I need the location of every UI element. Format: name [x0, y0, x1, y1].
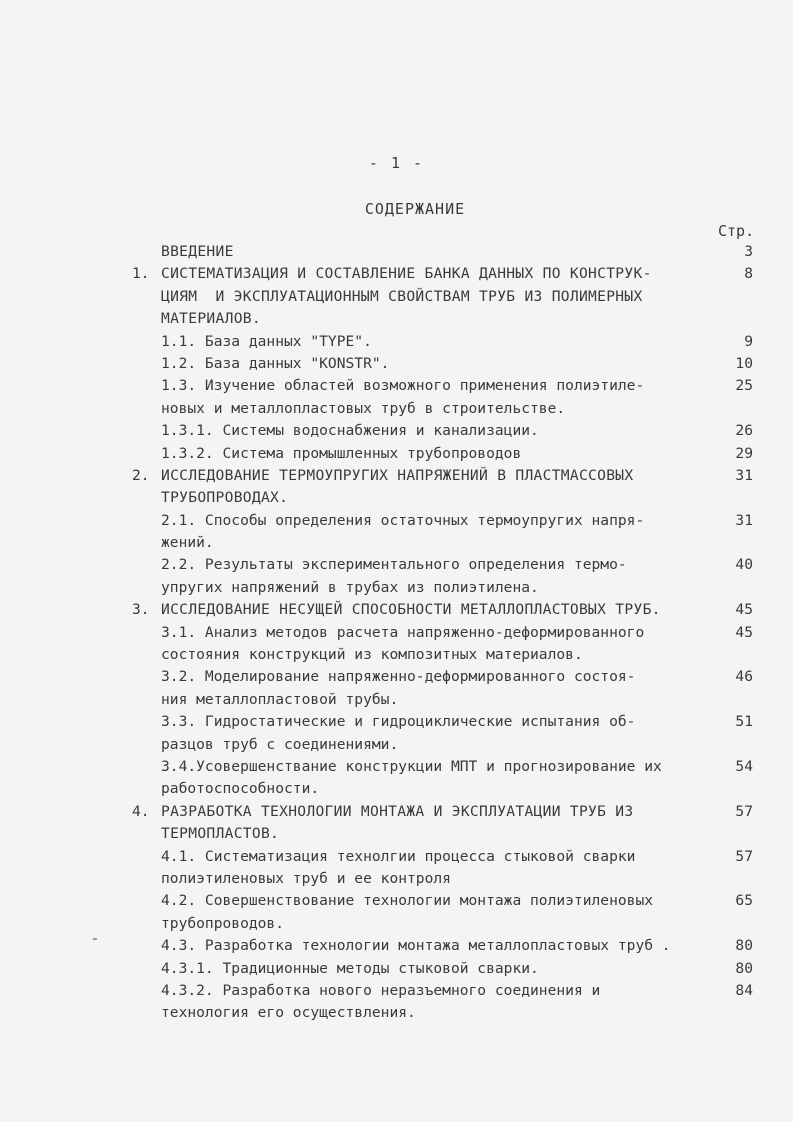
toc-entry — [0, 780, 793, 802]
toc-entry — [0, 803, 793, 825]
toc-entry — [0, 982, 793, 1004]
toc-entry-text: СИСТЕМАТИЗАЦИЯ И СОСТАВЛЕНИЕ БАНКА ДАННЫХ ПО КОНСТРУК- — [161, 265, 652, 283]
toc-entry-page: 29 — [735, 444, 753, 462]
toc-entry — [0, 758, 793, 780]
toc-entry-text: 4.3. Разработка технологии монтажа металлопластовых труб . — [161, 937, 671, 955]
toc-entry — [0, 646, 793, 668]
toc-entry — [0, 960, 793, 982]
toc-entry — [0, 489, 793, 511]
toc-entry-text: 2.2. Результаты экспериментального определения термо- — [161, 556, 627, 574]
toc-entry — [0, 848, 793, 870]
scan-mark — [93, 938, 97, 940]
toc-entry — [0, 1004, 793, 1026]
toc-entry-page: 40 — [735, 556, 753, 574]
toc-entry-number: 2. — [132, 466, 150, 484]
toc-entry-page: 10 — [735, 354, 753, 372]
toc-entry-text: 3.1. Анализ методов расчета напряженно-деформированного — [161, 623, 645, 641]
toc-entry-text: состояния конструкций из композитных материалов. — [161, 646, 583, 664]
toc-entry-text: трубопроводов. — [161, 914, 285, 932]
toc-entry-page: 65 — [735, 892, 753, 910]
toc-entry — [0, 713, 793, 735]
toc-entry — [0, 467, 793, 489]
toc-entry-number: 1. — [132, 265, 150, 283]
toc-entry — [0, 288, 793, 310]
toc-entry — [0, 333, 793, 355]
toc-entry — [0, 624, 793, 646]
toc-entry — [0, 691, 793, 713]
toc-entry-text: 1.2. База данных "KONSTR". — [161, 354, 390, 372]
toc-entry-text: 1.1. База данных "TYPE". — [161, 332, 372, 350]
toc-entry-text: 4.2. Совершенствование технологии монтажа полиэтиленовых — [161, 892, 654, 910]
toc-entry-text: работоспособности. — [161, 780, 320, 798]
toc-entry — [0, 243, 793, 265]
toc-entry-text: 3.2. Моделирование напряженно-деформированного состоя- — [161, 668, 636, 686]
toc-entry — [0, 915, 793, 937]
toc-entry-number: 3. — [132, 601, 150, 619]
toc-entry-page: 25 — [735, 377, 753, 395]
toc-entry-text: ИССЛЕДОВАНИЕ НЕСУЩЕЙ СПОСОБНОСТИ МЕТАЛЛОПЛАСТОВЫХ ТРУБ. — [161, 601, 661, 619]
toc-entry-text: 4.3.2. Разработка нового неразъемного соединения и — [161, 981, 601, 999]
toc-entry — [0, 736, 793, 758]
toc-entry-text: упругих напряжений в трубах из полиэтилена. — [161, 578, 539, 596]
toc-entry — [0, 825, 793, 847]
toc-entry — [0, 870, 793, 892]
toc-entry-text: 1.3.2. Система промышленных трубопроводов — [161, 444, 522, 462]
toc-entry-page: 57 — [735, 802, 753, 820]
toc-entry — [0, 579, 793, 601]
toc-entry-text: 4.3.1. Традиционные методы стыковой сварки. — [161, 959, 539, 977]
toc-entry-text: РАЗРАБОТКА ТЕХНОЛОГИИ МОНТАЖА И ЭКСПЛУАТАЦИИ ТРУБ ИЗ — [161, 802, 634, 820]
toc-entry-page: 45 — [735, 601, 753, 619]
page-number: - 1 - — [368, 154, 425, 172]
toc-entry-page: 84 — [735, 981, 753, 999]
toc-entry-page: 31 — [735, 511, 753, 529]
toc-entry — [0, 892, 793, 914]
toc-entry-text: ЦИЯМ И ЭКСПЛУАТАЦИОННЫМ СВОЙСТВАМ ТРУБ ИЗ ПОЛИМЕРНЫХ — [161, 287, 643, 305]
toc-entry-text: 2.1. Способы определения остаточных термоупругих напря- — [161, 511, 645, 529]
toc-entry-page: 9 — [744, 332, 753, 350]
toc-entry-page: 26 — [735, 422, 753, 440]
toc-entry — [0, 355, 793, 377]
toc-entry-text: полиэтиленовых труб и ее контроля — [161, 869, 451, 887]
toc-entry-page: 57 — [735, 847, 753, 865]
toc-entry-text: ТРУБОПРОВОДАХ. — [161, 489, 289, 507]
page-column-label: Стр. — [718, 222, 755, 240]
toc-entry — [0, 377, 793, 399]
toc-entry-page: 51 — [735, 713, 753, 731]
toc-entry-text: 1.3. Изучение областей возможного применения полиэтиле- — [161, 377, 645, 395]
toc-entry-text: технология его осуществления. — [161, 1004, 416, 1022]
toc-entry-page: 80 — [735, 959, 753, 977]
toc-entry-text: 4.1. Систематизация технолгии процесса стыковой сварки — [161, 847, 636, 865]
toc-title: СОДЕРЖАНИЕ — [364, 200, 466, 218]
toc-entry-text: ТЕРМОПЛАСТОВ. — [161, 825, 280, 843]
toc-entry-text: ВВЕДЕНИЕ — [161, 243, 234, 260]
toc-entry-text: 3.3. Гидростатические и гидроциклические испытания об- — [161, 713, 636, 731]
toc-entry — [0, 310, 793, 332]
toc-entry — [0, 937, 793, 959]
toc-entry-page: 54 — [735, 757, 753, 775]
toc-entry-number: 4. — [132, 802, 150, 820]
toc-entry-text: жений. — [161, 534, 214, 552]
toc-entry — [0, 556, 793, 578]
toc-entry-page: 46 — [735, 668, 753, 686]
toc-entry — [0, 534, 793, 556]
toc-entry — [0, 445, 793, 467]
toc-entry-text: разцов труб с соединениями. — [161, 735, 399, 753]
toc-entry-text: новых и металлопластовых труб в строительстве. — [161, 399, 566, 417]
toc-entry-text: ния металлопластовой трубы. — [161, 690, 399, 708]
toc-entry-text: 1.3.1. Системы водоснабжения и канализации. — [161, 422, 539, 440]
table-of-contents — [0, 243, 793, 1027]
toc-entry-page: 80 — [735, 937, 753, 955]
toc-entry — [0, 265, 793, 287]
toc-entry-text: 3.4.Усовершенствание конструкции МПТ и прогнозирование их — [161, 757, 662, 775]
toc-entry — [0, 422, 793, 444]
toc-entry — [0, 400, 793, 422]
toc-entry-page: 8 — [744, 265, 753, 283]
toc-entry-page: 3 — [744, 243, 753, 260]
toc-entry-text: ИССЛЕДОВАНИЕ ТЕРМОУПРУГИХ НАПРЯЖЕНИЙ В ПЛАСТМАССОВЫХ — [161, 466, 634, 484]
toc-entry-text: МАТЕРИАЛОВ. — [161, 310, 261, 328]
toc-entry-page: 31 — [735, 466, 753, 484]
toc-entry — [0, 512, 793, 534]
toc-entry — [0, 668, 793, 690]
toc-entry-page: 45 — [735, 623, 753, 641]
toc-entry — [0, 601, 793, 623]
